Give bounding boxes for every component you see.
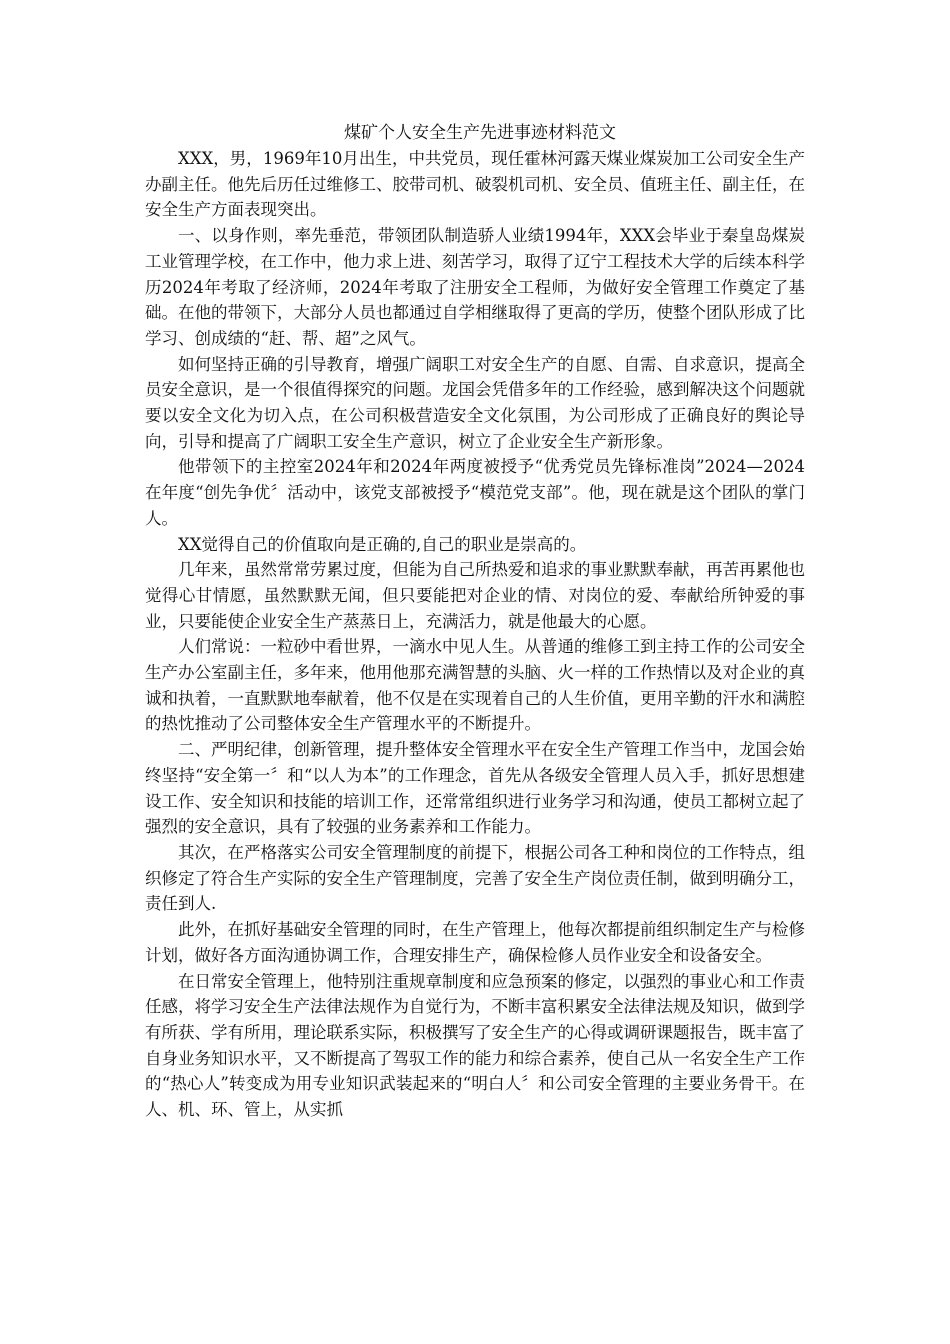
paragraph-4: 他带领下的主控室2024年和2024年两度被授予“优秀党员先锋标准岗”2024—2024在年度“创先争优〞活动中，该党支部被授予“模范党支部”。他，现在就是这个团队的掌门人。 xyxy=(145,457,805,528)
paragraph-2: 一、以身作则，率先垂范，带领团队制造骄人业绩1994年，XXX会毕业于秦皇岛煤炭工业管理学校，在工作中，他力求上进、刻苦学习，取得了辽宁工程技术大学的后续本科学历2024年考取了经济师，2024年考取了注册安全工程师，为做好安全管理工作奠定了基础。在他的带领下，大部分人员也都通过自学相继取得了更高的学历，使整个团队形成了比学习、创成绩的“赶、帮、超”之风气。 xyxy=(145,226,805,348)
paragraph-6: 几年来，虽然常常劳累过度，但能为自己所热爱和追求的事业默默奉献，再苦再累他也觉得心甘情愿，虽然默默无闻，但只要能把对企业的情、对岗位的爱、奉献给所钟爱的事业，只要能使企业安全生产蒸蒸日上，充满活力，就是他最大的心愿。 xyxy=(145,560,805,631)
paragraph-8: 二、严明纪律，创新管理，提升整体安全管理水平在安全生产管理工作当中，龙国会始终坚持“安全第一〞和“以人为本”的工作理念，首先从各级安全管理人员入手，抓好思想建设工作、安全知识和技能的培训工作，还常常组织进行业务学习和沟通，使员工都树立起了强烈的安全意识，具有了较强的业务素养和工作能力。 xyxy=(145,740,805,837)
paragraph-5: XX觉得自己的价值取向是正确的,自己的职业是崇高的。 xyxy=(178,534,587,554)
paragraph-3: 如何坚持正确的引导教育，增强广阔职工对安全生产的自愿、自需、自求意识，提高全员安全意识，是一个很值得探究的问题。龙国会凭借多年的工作经验，感到解决这个问题就要以安全文化为切入点，在公司积极营造安全文化氛围，为公司形成了正确良好的舆论导向，引导和提高了广阔职工安全生产意识，树立了企业安全生产新形象。 xyxy=(145,354,805,451)
document-title: 煤矿个人安全生产先进事迹材料范文 xyxy=(344,123,616,143)
document-page xyxy=(145,120,805,1123)
paragraph-1: XXX，男，1969年10月出生，中共党员，现任霍林河露天煤业煤炭加工公司安全生产办副主任。他先后历任过维修工、胶带司机、破裂机司机、安全员、值班主任、副主任，在安全生产方面表现突出。 xyxy=(145,149,805,220)
paragraph-10: 此外，在抓好基础安全管理的同时，在生产管理上，他每次都提前组织制定生产与检修计划，做好各方面沟通协调工作，合理安排生产，确保检修人员作业安全和设备安全。 xyxy=(145,920,805,965)
paragraph-11: 在日常安全管理上，他特别注重规章制度和应急预案的修定，以强烈的事业心和工作责任感，将学习安全生产法律法规作为自觉行为，不断丰富积累安全法律法规及知识，做到学有所获、学有所用，理论联系实际，积极撰写了安全生产的心得或调研课题报告，既丰富了自身业务知识水平，又不断提高了驾驭工作的能力和综合素养，使自己从一名安全生产工作的“热心人”转变成为用专业知识武装起来的“明白人〞和公司安全管理的主要业务骨干。在人、机、环、管上，从实抓 xyxy=(145,971,805,1120)
paragraph-7: 人们常说：一粒砂中看世界，一滴水中见人生。从普通的维修工到主持工作的公司安全生产办公室副主任，多年来，他用他那充满智慧的头脑、火一样的工作热情以及对企业的真诚和执着，一直默默地奉献着，他不仅是在实现着自己的人生价值，更用辛勤的汗水和满腔的热忱推动了公司整体安全生产管理水平的不断提升。 xyxy=(145,637,805,734)
paragraph-9: 其次，在严格落实公司安全管理制度的前提下，根据公司各工种和岗位的工作特点，组织修定了符合生产实际的安全生产管理制度，完善了安全生产岗位责任制，做到明确分工，责任到人. xyxy=(145,842,805,914)
